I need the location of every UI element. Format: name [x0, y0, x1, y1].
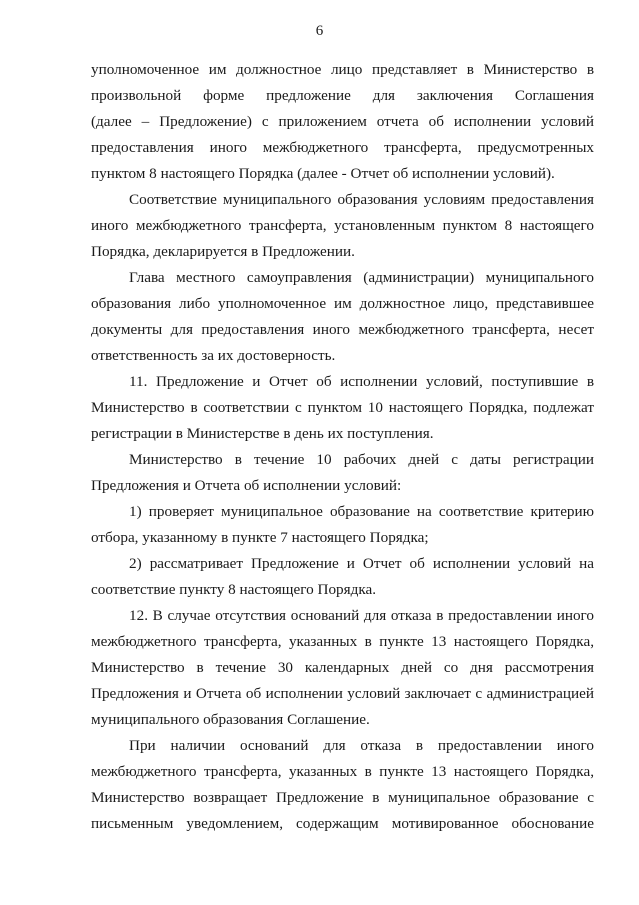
- text-line: образования либо уполномоченное им должностное лицо, представившее: [91, 295, 594, 312]
- text-line: Предложения и Отчета об исполнении условий заключает с администрацией: [91, 685, 594, 702]
- text-line: Министерство возвращает Предложение в муниципальное образование с: [91, 789, 594, 806]
- text-line: письменным уведомлением, содержащим мотивированное обоснование: [91, 815, 594, 832]
- text-line: муниципального образования Соглашение.: [91, 711, 370, 728]
- text-line: Министерство в течение 30 календарных дней со дня рассмотрения: [91, 659, 594, 676]
- text-line: произвольной форме предложение для заключения Соглашения: [91, 87, 594, 104]
- document-body: [91, 60, 594, 840]
- text-line: предоставления иного межбюджетного трансферта, предусмотренных: [91, 139, 594, 156]
- text-line: документы для предоставления иного межбюджетного трансферта, несет: [91, 321, 594, 338]
- text-line: (далее – Предложение) с приложением отчета об исполнении условий: [91, 113, 594, 130]
- text-line: уполномоченное им должностное лицо представляет в Министерство в: [91, 61, 594, 78]
- text-line: межбюджетного трансферта, указанных в пункте 13 настоящего Порядка,: [91, 633, 594, 650]
- page-number: 6: [315, 23, 324, 39]
- text-line: 12. В случае отсутствия оснований для отказа в предоставлении иного: [129, 607, 594, 624]
- text-line: Предложения и Отчета об исполнении условий:: [91, 477, 402, 494]
- text-line: Соответствие муниципального образования условиям предоставления: [129, 191, 594, 208]
- text-line: Министерство в течение 10 рабочих дней с даты регистрации: [129, 451, 594, 468]
- text-line: межбюджетного трансферта, указанных в пункте 13 настоящего Порядка,: [91, 763, 594, 780]
- text-line: Глава местного самоуправления (администрации) муниципального: [129, 269, 594, 286]
- text-line: регистрации в Министерстве в день их поступления.: [91, 425, 434, 442]
- text-line: ответственность за их достоверность.: [91, 347, 336, 364]
- text-line: иного межбюджетного трансферта, установленным пунктом 8 настоящего: [91, 217, 594, 234]
- text-line: соответствие пункту 8 настоящего Порядка.: [91, 581, 377, 598]
- text-line: отбора, указанному в пункте 7 настоящего Порядка;: [91, 529, 429, 546]
- text-line: 2) рассматривает Предложение и Отчет об исполнении условий на: [129, 555, 594, 572]
- text-line: Порядка, декларируется в Предложении.: [91, 243, 355, 260]
- text-line: Министерство в соответствии с пунктом 10 настоящего Порядка, подлежат: [91, 399, 594, 416]
- text-line: 1) проверяет муниципальное образование на соответствие критерию: [129, 503, 594, 520]
- text-line: пунктом 8 настоящего Порядка (далее - Отчет об исполнении условий).: [91, 165, 555, 182]
- text-line: При наличии оснований для отказа в предоставлении иного: [129, 737, 594, 754]
- text-line: 11. Предложение и Отчет об исполнении условий, поступившие в: [129, 373, 594, 390]
